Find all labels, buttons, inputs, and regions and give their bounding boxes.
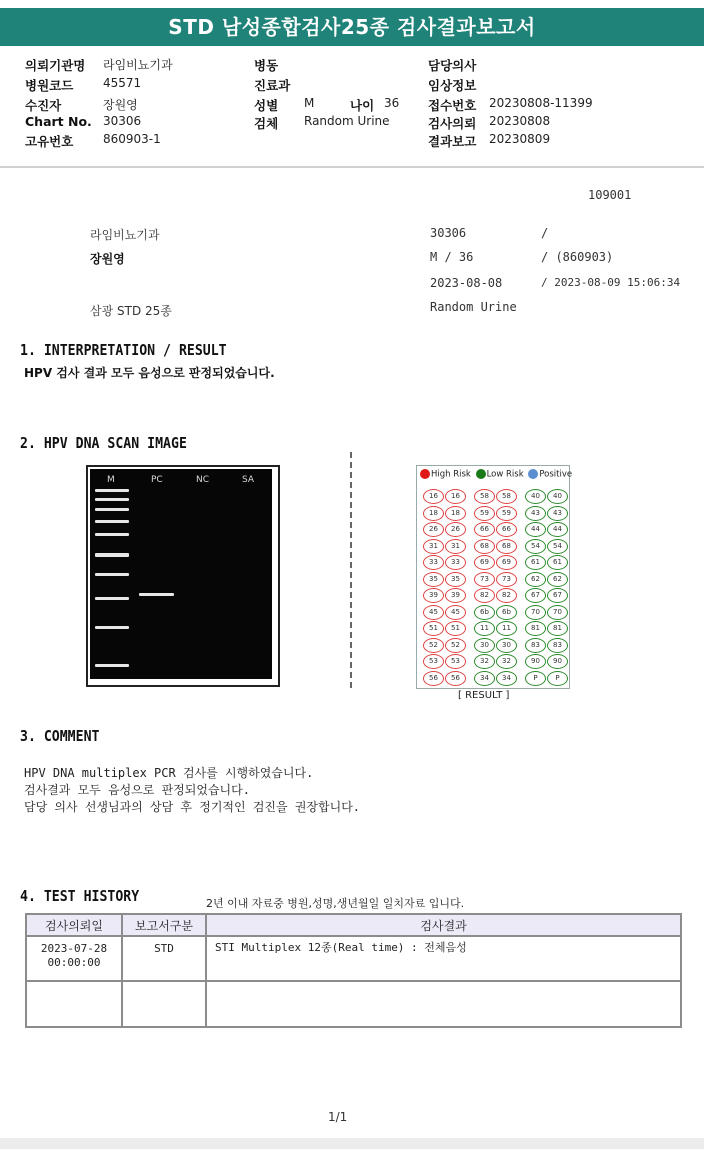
sex-age: M / 36	[430, 250, 474, 264]
hpv-type-oval: 66	[474, 522, 495, 537]
interpretation-result: HPV 검사 결과 모두 음성으로 판정되었습니다.	[24, 366, 275, 380]
hpv-type-oval: 40	[525, 489, 546, 504]
hpv-type-oval: 69	[474, 555, 495, 570]
section-3-title: 3. COMMENT	[20, 727, 100, 745]
header-label: 결과보고	[428, 134, 477, 149]
hpv-type-oval: 56	[423, 671, 444, 686]
hpv-type-oval: 68	[496, 539, 517, 554]
header-separator	[0, 166, 704, 168]
hpv-type-oval: 83	[525, 638, 546, 653]
hpv-type-oval: 67	[547, 588, 568, 603]
history-result: STI Multiplex 12종(Real time) : 전체음성	[206, 936, 681, 981]
history-date: 2023-07-28	[40, 942, 108, 955]
chart-number: 30306	[430, 226, 467, 240]
table-header-row	[26, 914, 681, 936]
hpv-type-oval: 51	[423, 621, 444, 636]
hpv-type-oval: 35	[423, 572, 444, 587]
marker-band	[95, 508, 129, 511]
lane-label-pc: PC	[151, 475, 163, 485]
hpv-type-oval: 59	[496, 506, 517, 521]
hpv-type-oval: 39	[445, 588, 466, 603]
marker-band	[95, 597, 129, 600]
test-name: 삼광 STD 25종	[90, 304, 172, 318]
hpv-type-oval: 81	[547, 621, 568, 636]
marker-band	[95, 573, 129, 576]
lane-label-m: M	[107, 475, 115, 485]
report-datetime: / 2023-08-09 15:06:34	[541, 276, 681, 289]
high-risk-dot-icon	[420, 469, 430, 479]
request-date: 2023-08-08	[430, 276, 503, 290]
section-4-title: 4. TEST HISTORY	[20, 887, 140, 905]
hpv-type-oval: 43	[547, 506, 568, 521]
header-value: 라임비뇨기과	[103, 58, 173, 72]
report-header	[0, 48, 704, 167]
hpv-type-oval: 62	[547, 572, 568, 587]
header-request-date: 검사의뢰일	[26, 914, 122, 936]
header-label: 임상정보	[428, 78, 477, 93]
hpv-type-oval: 53	[423, 654, 444, 669]
header-label: 의뢰기관명	[25, 58, 86, 73]
header-label: 고유번호	[25, 134, 74, 149]
hpv-type-oval: 45	[423, 605, 444, 620]
header-report-type: 보고서구분	[122, 914, 206, 936]
marker-band	[95, 489, 129, 492]
hpv-type-oval: 26	[423, 522, 444, 537]
test-history-table	[25, 913, 682, 1028]
legend-high-risk: High Risk	[431, 469, 471, 480]
hpv-type-oval: 62	[525, 572, 546, 587]
hpv-type-oval: 70	[547, 605, 568, 620]
hpv-type-oval: 90	[525, 654, 546, 669]
hpv-type-oval: 33	[423, 555, 444, 570]
sex-value: M	[304, 96, 315, 110]
image-divider	[350, 452, 352, 688]
specimen-label: 검체	[254, 116, 279, 131]
history-result	[206, 981, 681, 1027]
history-type	[122, 981, 206, 1027]
comment-block	[24, 765, 360, 816]
header-value: 20230808-11399	[489, 96, 593, 110]
chart-slash: /	[541, 226, 549, 240]
hpv-type-oval: 11	[474, 621, 495, 636]
hpv-type-oval: P	[547, 671, 568, 686]
lane-label-sa: SA	[242, 475, 255, 485]
hpv-type-oval: 6b	[474, 605, 495, 620]
hpv-type-oval: 31	[445, 539, 466, 554]
hpv-type-oval: 90	[547, 654, 568, 669]
lane-label-nc: NC	[196, 475, 210, 485]
hpv-type-oval: 66	[496, 522, 517, 537]
history-time: 00:00:00	[47, 956, 101, 969]
marker-band	[95, 533, 129, 536]
gel-electrophoresis-image	[90, 469, 272, 679]
hpv-type-oval: 16	[445, 489, 466, 504]
hpv-type-oval: 31	[423, 539, 444, 554]
hpv-type-oval: 44	[525, 522, 546, 537]
patient-name: 장원영	[90, 252, 125, 266]
hpv-type-oval: 58	[474, 489, 495, 504]
hpv-type-oval: 51	[445, 621, 466, 636]
header-label: 접수번호	[428, 98, 477, 113]
grid-legend	[420, 469, 572, 480]
hpv-type-oval: 52	[423, 638, 444, 653]
hpv-type-oval: 44	[547, 522, 568, 537]
ward-label: 병동	[254, 58, 279, 73]
hpv-type-oval: 58	[496, 489, 517, 504]
age-label: 나이	[350, 98, 375, 113]
header-label: Chart No.	[25, 114, 92, 129]
low-risk-dot-icon	[476, 469, 486, 479]
dept-label: 진료과	[254, 78, 291, 93]
hpv-type-oval: 32	[496, 654, 517, 669]
sex-label: 성별	[254, 98, 279, 113]
header-value: 860903-1	[103, 132, 161, 146]
hpv-type-oval: 81	[525, 621, 546, 636]
header-value: 장원영	[103, 98, 138, 112]
legend-positive: Positive	[539, 469, 573, 480]
specimen-type: Random Urine	[430, 300, 517, 314]
marker-band	[95, 498, 129, 501]
hpv-type-oval: 6b	[496, 605, 517, 620]
hpv-type-oval: 43	[525, 506, 546, 521]
hpv-type-oval: 73	[496, 572, 517, 587]
header-label: 병원코드	[25, 78, 74, 93]
table-row	[26, 981, 681, 1027]
hpv-type-oval: 45	[445, 605, 466, 620]
marker-band	[95, 626, 129, 629]
pc-band	[139, 593, 174, 596]
hpv-type-oval: 82	[474, 588, 495, 603]
report-title: STD 남성종합검사25종 검사결과보고서	[0, 8, 704, 46]
hpv-type-oval: 53	[445, 654, 466, 669]
hpv-type-oval: 83	[547, 638, 568, 653]
history-note: 2년 이내 자료중 병원,성명,생년월일 일치자료 입니다.	[206, 897, 465, 910]
hpv-type-oval: 34	[496, 671, 517, 686]
hpv-type-oval: 18	[445, 506, 466, 521]
header-label: 담당의사	[428, 58, 477, 73]
header-label: 검사의뢰	[428, 116, 477, 131]
hpv-type-oval: 82	[496, 588, 517, 603]
grid-caption: [ RESULT ]	[458, 690, 510, 701]
comment-line: 검사결과 모두 음성으로 판정되었습니다.	[24, 783, 250, 797]
hpv-type-oval: 61	[547, 555, 568, 570]
hpv-type-oval: 11	[496, 621, 517, 636]
hpv-type-oval: 34	[474, 671, 495, 686]
hpv-type-oval: 61	[525, 555, 546, 570]
header-value: 30306	[103, 114, 142, 128]
hpv-type-oval: 30	[496, 638, 517, 653]
hpv-type-oval: 30	[474, 638, 495, 653]
hpv-type-oval: 35	[445, 572, 466, 587]
page-number: 1/1	[328, 1110, 348, 1124]
header-value: 45571	[103, 76, 142, 90]
comment-line: HPV DNA multiplex PCR 검사를 시행하였습니다.	[24, 766, 314, 780]
legend-low-risk: Low Risk	[486, 469, 524, 480]
hpv-type-oval: 18	[423, 506, 444, 521]
header-result: 검사결과	[206, 914, 681, 936]
age-value: 36	[384, 96, 400, 110]
hpv-type-oval: 68	[474, 539, 495, 554]
specimen-value: Random Urine	[304, 114, 390, 128]
hpv-type-oval: 26	[445, 522, 466, 537]
history-date-cell	[26, 936, 122, 981]
hpv-type-oval: 67	[525, 588, 546, 603]
comment-line: 담당 의사 선생님과의 상담 후 정기적인 검진을 권장합니다.	[24, 800, 361, 814]
form-code: 109001	[588, 188, 632, 202]
hpv-type-oval: P	[525, 671, 546, 686]
marker-band	[95, 553, 129, 557]
hpv-type-oval: 40	[547, 489, 568, 504]
header-value: 20230808	[489, 114, 551, 128]
section-2-title: 2. HPV DNA SCAN IMAGE	[20, 434, 187, 452]
hpv-result-grid	[416, 465, 573, 689]
hpv-type-oval: 56	[445, 671, 466, 686]
hpv-type-oval: 70	[525, 605, 546, 620]
hpv-type-oval: 73	[474, 572, 495, 587]
history-date	[26, 981, 122, 1027]
hpv-type-oval: 32	[474, 654, 495, 669]
table-row	[26, 936, 681, 981]
birth-date: / (860903)	[541, 250, 614, 264]
hpv-type-oval: 39	[423, 588, 444, 603]
hpv-type-oval: 16	[423, 489, 444, 504]
positive-dot-icon	[528, 469, 538, 479]
hpv-type-oval: 33	[445, 555, 466, 570]
history-type: STD	[122, 936, 206, 981]
header-label: 수진자	[25, 98, 62, 113]
hpv-type-oval: 54	[525, 539, 546, 554]
marker-band	[95, 520, 129, 523]
hpv-type-oval: 69	[496, 555, 517, 570]
hpv-type-oval: 54	[547, 539, 568, 554]
hpv-type-oval: 59	[474, 506, 495, 521]
section-1-title: 1. INTERPRETATION / RESULT	[20, 341, 227, 359]
header-value: 20230809	[489, 132, 551, 146]
institution-name: 라임비뇨기과	[90, 228, 160, 242]
hpv-type-oval: 52	[445, 638, 466, 653]
marker-band	[95, 664, 129, 667]
footer-bar	[0, 1138, 704, 1149]
